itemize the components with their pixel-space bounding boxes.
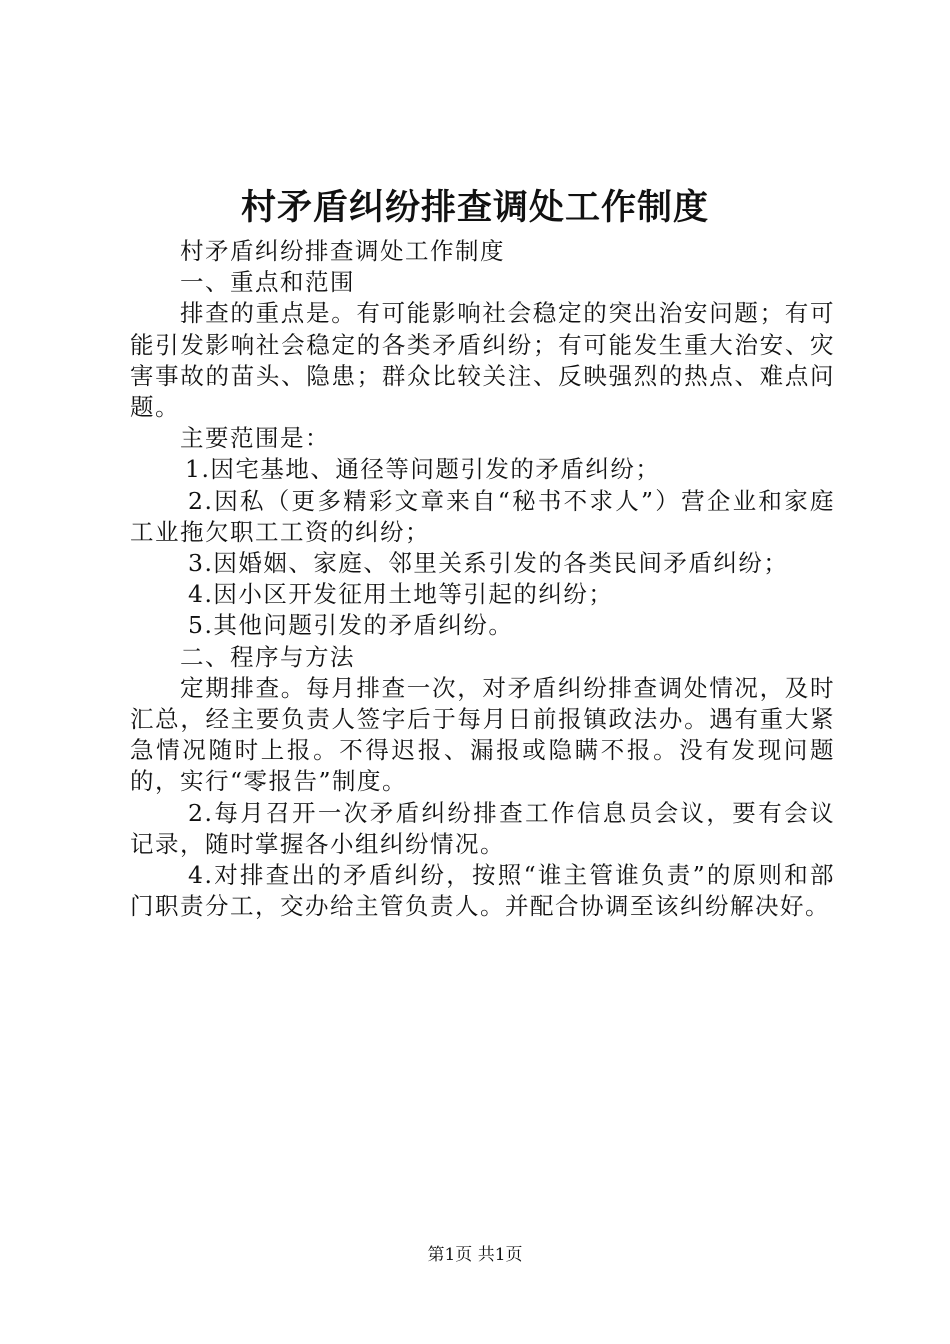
document-body [130,236,835,922]
page-footer: 第1页 共1页 [427,1245,523,1265]
paragraph-scope-heading: 主要范围是： [180,424,330,453]
paragraph-monthly-meeting: 2.每月召开一次矛盾纠纷排查工作信息员会议，要有会议记录，随时掌握各小组纠纷情况。 [130,798,835,858]
paragraph-regular-check: 定期排查。每月排查一次，对矛盾纠纷排查调处情况，及时汇总，经主要负责人签字后于每月日前报镇政法办。遇有重大紧急情况随时上报。不得迟报、漏报或隐瞒不报。没有发现问题的，实行“零报告”制度。 [130,673,835,796]
list-item-5: 5.其他问题引发的矛盾纠纷。 [188,611,514,640]
paragraph-focus: 排查的重点是。有可能影响社会稳定的突出治安问题；有可能引发影响社会稳定的各类矛盾纠纷；有可能发生重大治安、灾害事故的苗头、隐患；群众比较关注、反映强烈的热点、难点问题。 [130,299,835,422]
paragraph-subtitle: 村矛盾纠纷排查调处工作制度 [180,237,505,265]
list-item-1: 1.因宅基地、通径等问题引发的矛盾纠纷； [185,455,661,484]
section-heading-2: 二、程序与方法 [180,642,355,671]
list-item-3: 3.因婚姻、家庭、邻里关系引发的各类民间矛盾纠纷； [188,549,789,578]
list-item-2: 2.因私（更多精彩文章来自“秘书不求人”）营企业和家庭工业拖欠职工工资的纠纷； [130,486,835,546]
paragraph-assignment: 4.对排查出的矛盾纠纷，按照“谁主管谁负责”的原则和部门职责分工，交办给主管负责人。并配合协调至该纠纷解决好。 [130,861,835,921]
list-item-4: 4.因小区开发征用土地等引起的纠纷； [188,580,614,609]
document-title: 村矛盾纠纷排查调处工作制度 [240,187,709,228]
section-heading-1: 一、重点和范围 [180,268,355,297]
